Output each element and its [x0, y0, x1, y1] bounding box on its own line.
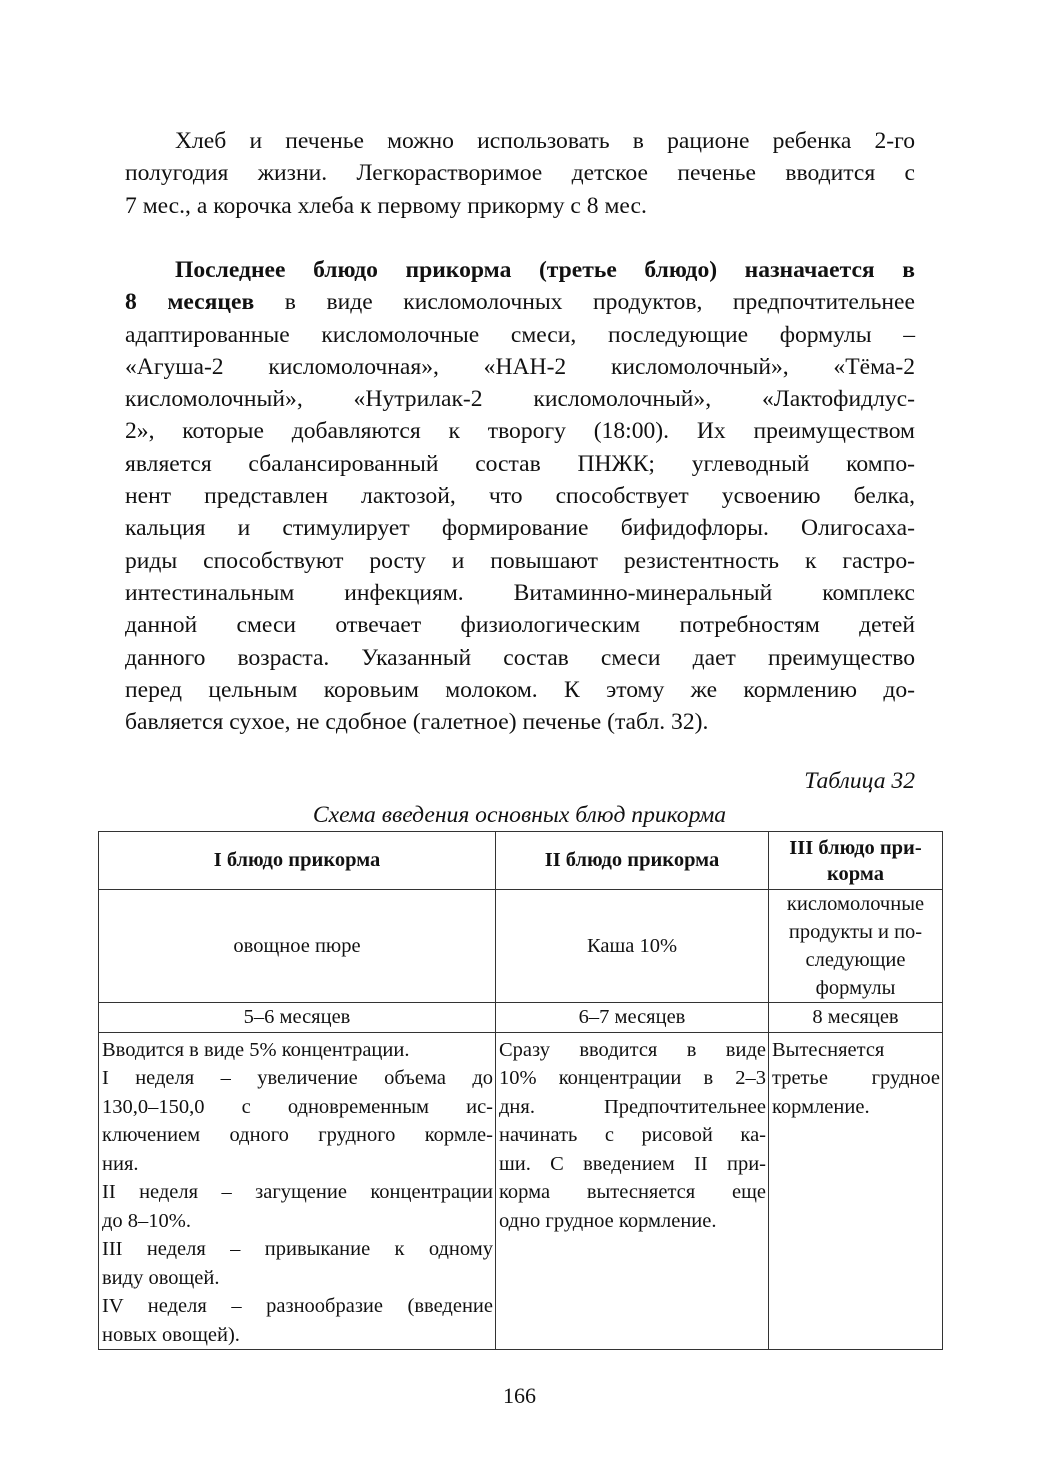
text-line: нент представлен лактозой, что способствует усвоению белка, — [125, 483, 915, 510]
table-number-label: Таблица 32 — [804, 768, 915, 794]
cell-dish-porridge: Каша 10% — [496, 890, 769, 1003]
text-line: перед цельным коровьим молоком. К этому же кормлению до- — [125, 676, 915, 703]
feeding-schedule-table — [98, 831, 943, 1350]
bold-heading-text: Последнее блюдо прикорма (третье блюдо) назначается в — [175, 257, 915, 283]
desc-line: корма вытесняется еще — [499, 1181, 766, 1203]
text-line: интестинальным инфекциям. Витаминно-минеральный комплекс — [125, 579, 915, 606]
cell-dish-vegetable: овощное пюре — [99, 890, 496, 1003]
desc-line: третье грудное — [772, 1067, 940, 1089]
desc-line: 10% концентрации в 2–3 — [499, 1067, 766, 1089]
table-row-description — [99, 1032, 943, 1350]
table-title: Схема введения основных блюд прикорма — [312, 802, 727, 828]
header-first-dish: I блюдо прикорма — [99, 832, 496, 890]
paragraph-bread-cookies — [125, 125, 915, 222]
text-line — [125, 286, 915, 318]
desc-line: Вытесняется — [772, 1038, 885, 1061]
text-line: 2», которые добавляются к творогу (18:00). Их преимуществом — [125, 418, 915, 445]
text-line: кальция и стимулирует формирование бифидофлоры. Олигосаха- — [125, 515, 915, 542]
header-third-dish: III блюдо при- корма — [769, 832, 943, 890]
desc-line: IV неделя – разнообразие (введение — [102, 1295, 493, 1317]
text-fragment: в виде кисломолочных продуктов, предпочтительнее — [254, 289, 915, 316]
text-line: данного возраста. Указанный состав смеси дает преимущество — [125, 644, 915, 671]
desc-line: ши. С введением II при- — [499, 1152, 766, 1175]
text-line: риды способствуют росту и повышают резистентность к гастро- — [125, 547, 915, 574]
text-line: 7 мес., а корочка хлеба к первому прикорму с 8 мес. — [125, 192, 647, 219]
table-row-dish — [99, 890, 943, 1003]
desc-line: кормление. — [772, 1095, 870, 1118]
desc-line: ния. — [102, 1152, 139, 1175]
desc-line: виду овощей. — [102, 1266, 220, 1289]
text-line: кисломолочный», «Нутрилак-2 кисломолочный», «Лактофидлус- — [125, 386, 915, 413]
cell-desc-first — [99, 1032, 496, 1350]
text-line: полугодия жизни. Легкорастворимое детское печенье вводится с — [125, 160, 915, 187]
cell-dish-dairy: кисломолочные продукты и по- следующие формулы — [769, 890, 943, 1003]
cell-age-second: 6–7 месяцев — [496, 1003, 769, 1033]
header-second-dish: II блюдо прикорма — [496, 832, 769, 890]
desc-line: начинать с рисовой ка- — [499, 1124, 766, 1146]
desc-line: Вводится в виде 5% концентрации. — [102, 1038, 410, 1061]
paragraph-third-dish — [125, 254, 915, 738]
desc-line: до 8–10%. — [102, 1209, 192, 1232]
page-number: 166 — [503, 1383, 536, 1408]
cell-desc-second — [496, 1032, 769, 1350]
text-line: является сбалансированный состав ПНЖК; углеводный компо- — [125, 450, 915, 477]
text-line — [125, 254, 915, 286]
desc-line: III неделя – привыкание к одному — [102, 1238, 493, 1260]
desc-line: 130,0–150,0 с одновременным ис- — [102, 1095, 493, 1118]
text-line: адаптированные кисломолочные смеси, последующие формулы – — [125, 321, 915, 348]
table-row-age — [99, 1003, 943, 1033]
text-line: «Агуша-2 кисломолочная», «НАН-2 кисломолочный», «Тёма-2 — [125, 353, 915, 380]
desc-line: новых овощей). — [102, 1323, 240, 1346]
bold-age-text: 8 месяцев — [125, 289, 255, 316]
desc-line: Сразу вводится в виде — [499, 1038, 766, 1061]
text-line: Хлеб и печенье можно использовать в рационе ребенка 2-го — [175, 128, 915, 154]
cell-age-third: 8 месяцев — [769, 1003, 943, 1033]
desc-line: II неделя – загущение концентрации — [102, 1181, 493, 1203]
text-line: бавляется сухое, не сдобное (галетное) печенье (табл. 32). — [125, 709, 709, 736]
desc-line: одно грудное кормление. — [499, 1209, 717, 1232]
table-header-row — [99, 832, 943, 890]
desc-line: I неделя – увеличение объема до — [102, 1067, 493, 1089]
cell-desc-third — [769, 1032, 943, 1350]
text-line: данной смеси отвечает физиологическим потребностям детей — [125, 612, 915, 639]
desc-line: ключением одного грудного кормле- — [102, 1124, 493, 1146]
desc-line: дня. Предпочтительнее — [499, 1095, 766, 1118]
cell-age-first: 5–6 месяцев — [99, 1003, 496, 1033]
